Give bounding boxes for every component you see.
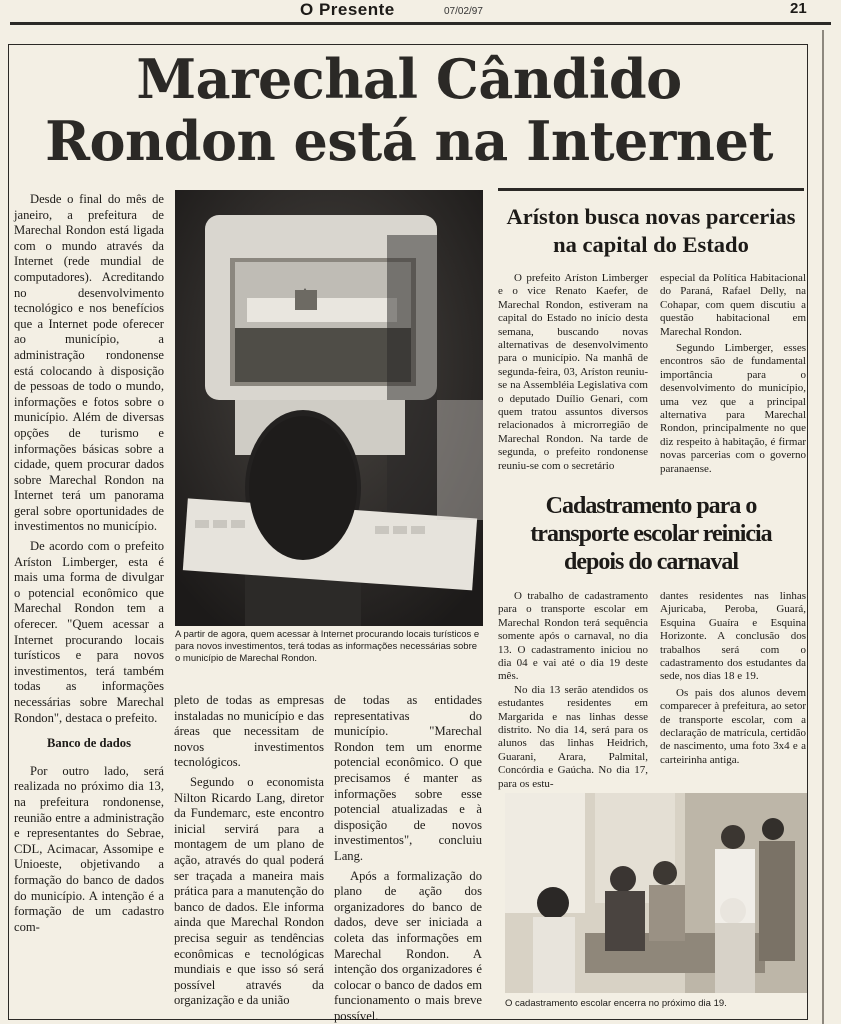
headline-line-1: Marechal Cândido — [136, 47, 682, 111]
paragraph: de todas as entidades representativas do município. "Marechal Rondon tem um enorme potencial econômico. O que precisamos é manter as informações sobre esse potencial atualizadas e à disposição de novos investimentos", concluiu Lang. — [334, 693, 482, 863]
article-2-column-1 — [498, 272, 648, 473]
registration-photo — [505, 793, 807, 993]
article-3-column-2 — [660, 590, 806, 767]
paragraph: Por outro lado, será realizada no próximo dia 13, na prefeitura rondonense, reunião entre a administração e representantes do Sebrae, CDL, Acimacar, Assomipe e Unioeste, objetivando a formação do banco de dados do município. A intenção é a formação de um cadastro com- — [14, 763, 164, 934]
computer-photo — [175, 190, 483, 626]
paragraph: Desde o final do mês de janeiro, a prefeitura de Marechal Rondon está ligada com o mundo através da Internet (rede mundial de computadores). Acreditando no desenvolvimento tecnológico e nos benefícios que a Internet pode oferecer ao município, a administração rondonense está colocando à disposição de pessoas de todo o mundo, informações e fotos sobre o município. Além de diversas opções de turismo e informações básicas sobre a cidade, quem procurar dados sobre Marechal Rondon na Internet terá um panorama geral sobre oportunidades de investimentos no município. — [14, 192, 164, 534]
newspaper-name: O Presente — [300, 0, 395, 19]
paragraph: especial da Política Habitacional do Paraná, Rafael Delly, na Cohapar, com quem discutiu a questão habitacional em Marechal Rondon. — [660, 272, 806, 338]
headline-line: transporte escolar reinicia — [530, 521, 772, 547]
page-number: 21 — [790, 0, 807, 17]
paragraph: Segundo Limberger, esses encontros são de fundamental importância para o desenvolvimento do município, uma vez que a principal alternativa para Marechal Rondon, principalmente no que diz respeito à habitação, é firmar novas parcerias com o governo paranaense. — [660, 342, 806, 475]
headline-line: Cadastramento para o — [545, 493, 757, 519]
paragraph: O trabalho de cadastramento para o transporte escolar em Marechal Rondon terá sequência somente após o carnaval, no dia 13. O cadastramento iniciou no dia 04 e vai até o dia 19 deste mês. — [498, 590, 648, 683]
article-3-column-1 — [498, 590, 648, 791]
article-3-headline — [496, 492, 806, 576]
main-article-column-3 — [334, 693, 482, 1024]
page-edge — [822, 30, 824, 1024]
subhead-banco-de-dados: Banco de dados — [47, 736, 131, 751]
headline-line-2: Rondon está na Internet — [45, 109, 773, 173]
article-2-column-2 — [660, 272, 806, 476]
main-headline — [14, 48, 804, 172]
paragraph: Os pais dos alunos devem comparecer à prefeitura, ao setor de transporte escolar, com a declaração de matrícula, certidão de nascimento, uma foto 3x4 e a carteirinha antiga. — [660, 686, 806, 766]
page-header — [10, 0, 831, 22]
paragraph: Após a formalização do plano de ação dos organizadores do banco de dados, deve ser iniciada a coleta das informações em Marechal Rondon. A intenção dos organizadores é colocar o banco de dados em funcionamento o mais breve possível. — [334, 868, 482, 1023]
main-article-column-1 — [14, 192, 164, 935]
paragraph: No dia 13 serão atendidos os estudantes residentes em Margarida e nas linhas desse distrito. No dia 14, será para os alunos das linhas Heidrich, Guarani, Arara, Palmital, Concórdia e Gaúcha. No dia 17, para os estu- — [498, 683, 648, 790]
headline-line: depois do carnaval — [563, 549, 739, 575]
paragraph: Segundo o economista Nilton Ricardo Lang, diretor da Fundemarc, este encontro inicial servirá para a montagem de um plano de ação, através do qual poderá ser traçada a maneira mais prática para a manutenção do banco de dados. Ele informa ainda que Marechal Rondon precisa seguir as tendências econômicas e tecnológicas mundiais e que isso só será possível através da organização e da união — [174, 774, 324, 1008]
paragraph: De acordo com o prefeito Aríston Limberger, esta é mais uma forma de divulgar o potencial econômico que Marechal Rondon tem a oferecer. "Quem acessar a Internet procurando locais turísticos e para novos investimentos, terá também todas as informações necessárias sobre Marechal Rondon", destaca o prefeito. — [14, 539, 164, 725]
paragraph: O prefeito Aríston Limberger e o vice Renato Kaefer, de Marechal Rondon, estiveram na capital do Estado no início desta semana, buscando novas alternativas de desenvolvimento para o município. Na manhã de segunda-feira, 03, Aríston reuniu-se na Assembléia Legislativa com o deputado Duílio Genari, com quem tratou assuntos diversos relacionados à microrregião de Marechal Rondon. Na tarde de segunda, o prefeito rondonense reuniu-se com o secretário — [498, 272, 648, 472]
paragraph: dantes residentes nas linhas Ajuricaba, Peroba, Guará, Esquina Guaíra e Esquina Horizonte. A conclusão dos trabalhos será com o cadastramento dos estudantes da sede, nos dias 18 e 19. — [660, 590, 806, 683]
article-2-headline: Aríston busca novas parcerias na capital do Estado — [506, 204, 796, 257]
photo-caption: A partir de agora, quem acessar à Internet procurando locais turísticos e para novos investimentos, terá todas as informações necessárias sobre o município de Marechal Rondon. — [175, 629, 480, 664]
paragraph: pleto de todas as empresas instaladas no município e das áreas que necessitam de novos investimentos tecnológicos. — [174, 693, 324, 770]
issue-date: 07/02/97 — [444, 6, 483, 17]
article-separator — [498, 188, 804, 191]
header-rule — [10, 22, 831, 25]
students-registration-illustration — [505, 793, 807, 993]
main-article-column-2 — [174, 693, 324, 1009]
computer-user-illustration — [175, 190, 483, 626]
photo-caption: O cadastramento escolar encerra no próximo dia 19. — [505, 998, 727, 1009]
